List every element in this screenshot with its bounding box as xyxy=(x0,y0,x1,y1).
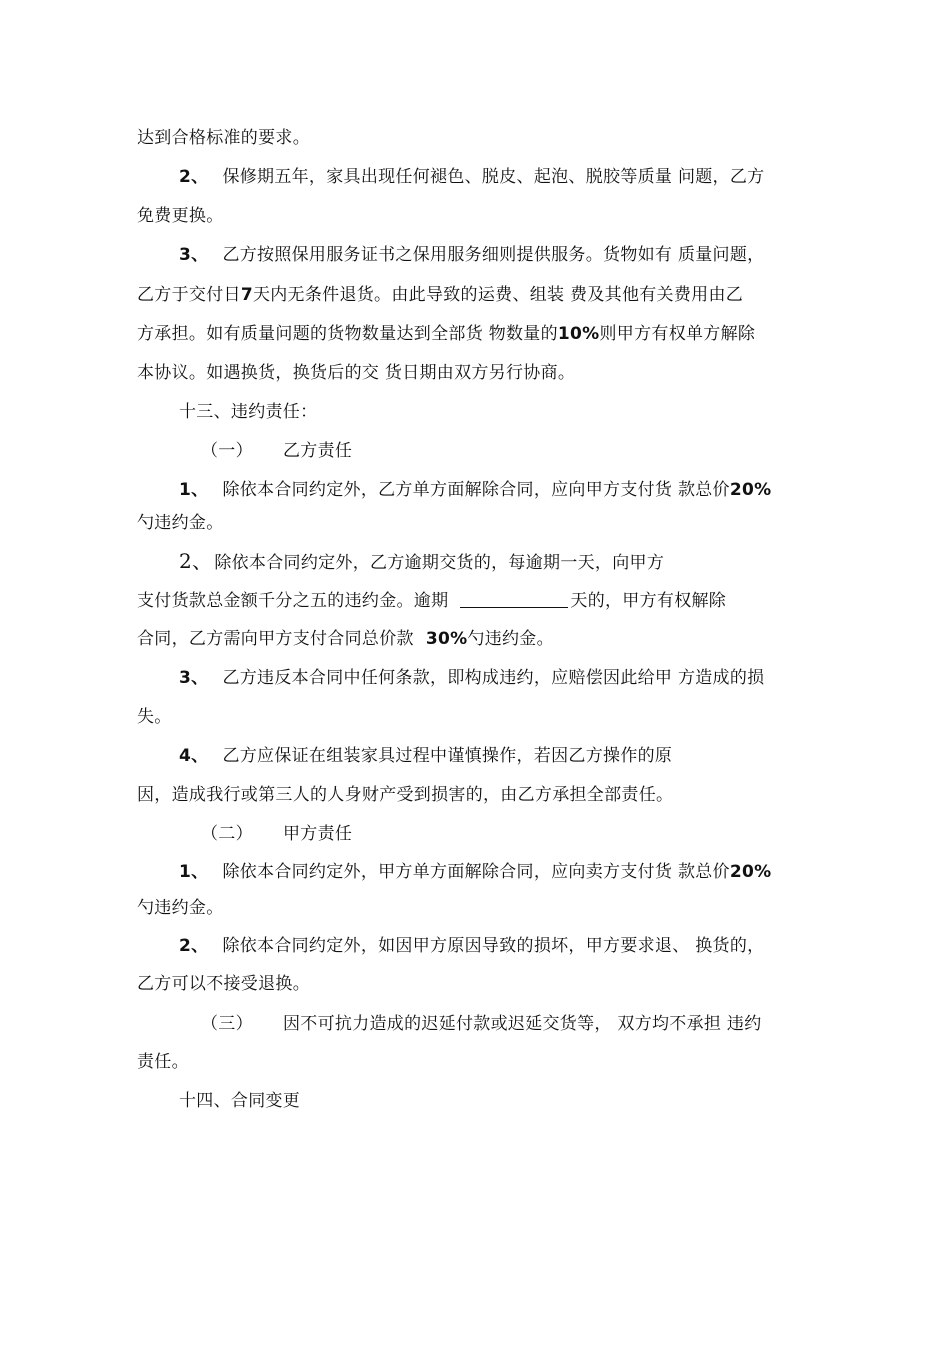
percent-value: 20% xyxy=(729,480,772,500)
percent-value: 20% xyxy=(729,862,772,882)
text-line xyxy=(137,783,673,807)
line-text: 达到合格标准的要求。 xyxy=(137,128,310,148)
text-line xyxy=(137,126,310,150)
line-text: 本协议。如遇换货，换货后的交 货日期由双方另行协商。 xyxy=(137,363,576,383)
line-text: 因，造成我行或第三人的人身财产受到损害的，由乙方承担全部责任。 xyxy=(137,785,674,805)
section-title: 十四、合同变更 xyxy=(179,1091,301,1111)
clause-13-1-2 xyxy=(179,549,664,575)
line-text: 乙方应保证在组装家具过程中谨慎操作，若因乙方操作的原 xyxy=(222,746,673,766)
text-line xyxy=(137,896,224,920)
percent-value: 10% xyxy=(557,324,600,344)
clause-13-2-2 xyxy=(179,934,764,958)
days-number: 7 xyxy=(240,285,253,305)
clause-12-2 xyxy=(179,165,764,189)
clause-number: 2、 xyxy=(179,167,209,187)
line-text: 支付货款总金额千分之五的违约金。逾期 xyxy=(137,591,449,611)
line-text: 天的，甲方有权解除 xyxy=(570,591,727,611)
subsection-title: 乙方责任 xyxy=(283,441,353,461)
clause-number: 4、 xyxy=(179,746,209,766)
subsection-heading-1 xyxy=(201,439,352,463)
line-text: 责任。 xyxy=(137,1052,189,1072)
subsection-heading-2 xyxy=(201,822,352,846)
fill-in-blank[interactable] xyxy=(460,590,568,608)
line-text: 乙方可以不接受退换。 xyxy=(137,974,310,994)
clause-number: 2、 xyxy=(179,936,209,956)
clause-number: 3、 xyxy=(179,245,209,265)
text-line xyxy=(137,972,310,996)
text-line xyxy=(137,705,172,729)
line-text: 因不可抗力造成的迟延付款或迟延交货等， 双方均不承担 违约 xyxy=(283,1014,762,1034)
line-text: 乙方于交付日 xyxy=(137,285,241,305)
clause-13-1-3 xyxy=(179,666,764,690)
percent-value: 30% xyxy=(425,629,468,649)
clause-number: 3、 xyxy=(179,668,209,688)
line-text: 方承担。如有质量问题的货物数量达到全部货 物数量的 xyxy=(137,324,558,344)
line-text: 天内无条件退货。由此导致的运费、组装 费及其他有关费用由乙 xyxy=(252,285,744,305)
line-text: 乙方违反本合同中任何条款，即构成违约，应赔偿因此给甲 方造成的损 xyxy=(222,668,765,688)
text-line xyxy=(137,361,575,385)
text-line xyxy=(137,511,224,535)
section-title: 十三、违约责任： xyxy=(179,402,318,422)
line-text: 则甲方有权单方解除 xyxy=(599,324,756,344)
line-text: 除依本合同约定外，如因甲方原因导致的损坏，甲方要求退、 换货的， xyxy=(222,936,765,956)
subsection-label: （二） xyxy=(201,824,253,844)
line-text: 免费更换。 xyxy=(137,206,224,226)
line-text: 除依本合同约定外，甲方单方面解除合同，应向卖方支付货 款总价 xyxy=(222,862,730,882)
line-text: 除依本合同约定外，乙方单方面解除合同，应向甲方支付货 款总价 xyxy=(222,480,730,500)
line-text: 保修期五年，家具出现任何褪色、脱皮、起泡、脱胶等质量 问题，乙方 xyxy=(222,167,765,187)
clause-12-3 xyxy=(179,243,764,267)
subsection-label: （三） xyxy=(201,1014,253,1034)
line-text: 失。 xyxy=(137,707,172,727)
text-line xyxy=(137,1050,189,1074)
clause-13-2-1 xyxy=(179,860,771,884)
line-text: 勺违约金。 xyxy=(137,898,224,918)
clause-number: 1、 xyxy=(179,862,209,882)
section-heading-13 xyxy=(179,400,317,424)
line-text: 勺违约金。 xyxy=(137,513,224,533)
text-line xyxy=(137,204,224,228)
subsection-heading-3 xyxy=(201,1012,762,1036)
subsection-title: 甲方责任 xyxy=(283,824,353,844)
line-text: 勺违约金。 xyxy=(467,629,554,649)
subsection-label: （一） xyxy=(201,441,253,461)
line-text: 除依本合同约定外，乙方逾期交货的，每逾期一天，向甲方 xyxy=(214,553,665,573)
text-line xyxy=(137,322,755,346)
text-line xyxy=(137,283,743,307)
clause-13-1-1 xyxy=(179,478,771,502)
line-text: 乙方按照保用服务证书之保用服务细则提供服务。货物如有 质量问题， xyxy=(222,245,765,265)
clause-number: 1、 xyxy=(179,480,209,500)
clause-number: 2、 xyxy=(179,549,213,573)
clause-13-1-4 xyxy=(179,744,672,768)
section-heading-14 xyxy=(179,1089,300,1113)
text-line xyxy=(137,627,554,651)
text-line xyxy=(137,589,726,613)
line-text: 合同，乙方需向甲方支付合同总价款 xyxy=(137,629,414,649)
